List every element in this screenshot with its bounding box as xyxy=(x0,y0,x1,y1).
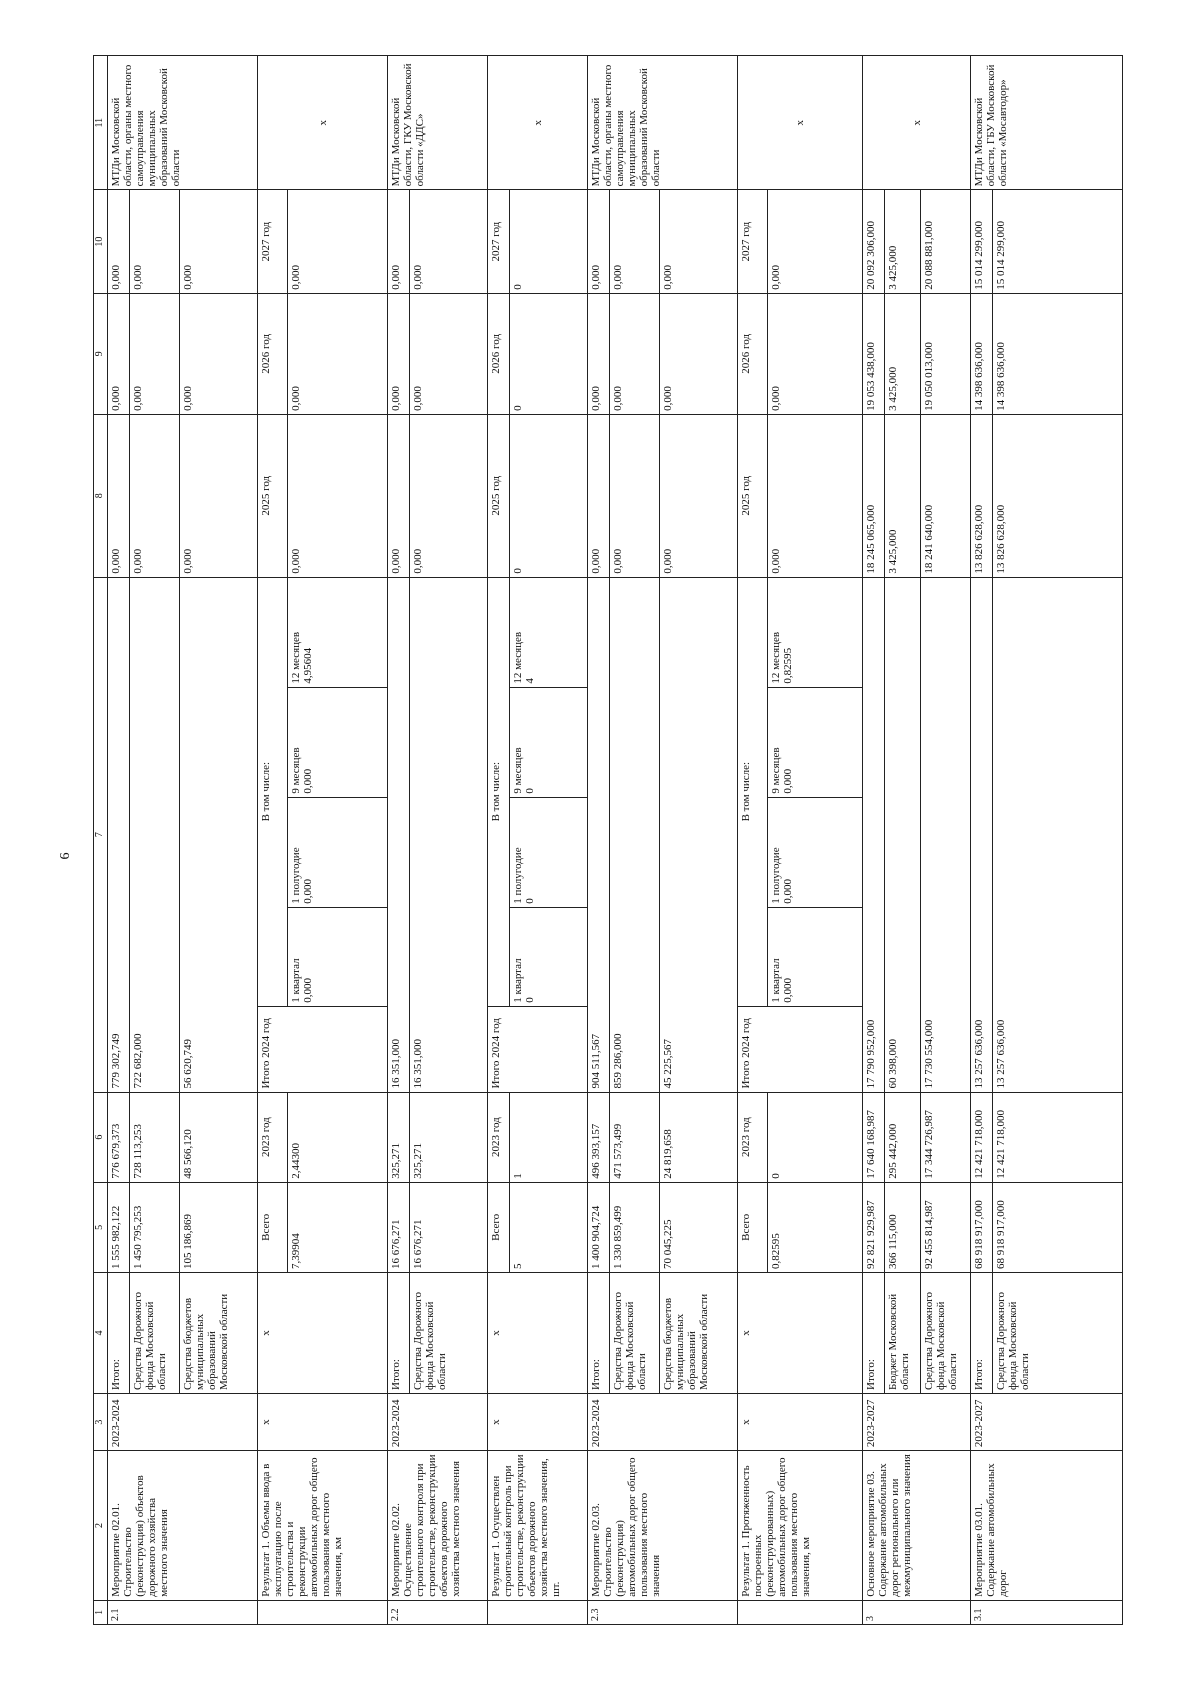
program-table xyxy=(93,55,1123,1625)
year-2024-value: 60 398,000 xyxy=(885,577,921,1092)
quarter-cell xyxy=(288,687,388,797)
col-header: 11 xyxy=(94,56,108,190)
result-header: 2025 год xyxy=(258,414,288,577)
activity-period: 2023-2024 xyxy=(388,1393,488,1450)
year-2024-value: 779 302,749 xyxy=(108,577,130,1092)
table-row xyxy=(993,56,1123,1625)
year-2027-value: 0,000 xyxy=(660,190,738,293)
result-header: 2026 год xyxy=(258,293,288,414)
quarter-label: 1 квартал xyxy=(770,958,782,1003)
quarter-label: 1 квартал xyxy=(512,958,524,1003)
result-value: 0,000 xyxy=(302,977,314,1003)
result-value: 0 xyxy=(524,898,536,904)
total-value: 68 918 917,000 xyxy=(993,1182,1123,1272)
year-2024-value: 17 790 952,000 xyxy=(863,577,885,1092)
col-header: 10 xyxy=(94,190,108,293)
col-header: 1 xyxy=(94,1600,108,1624)
result-row xyxy=(488,56,510,1625)
result-header: 2025 год xyxy=(488,414,510,577)
result-header: Итого 2024 год xyxy=(490,1018,502,1089)
quarter-group-header: В том числе: xyxy=(488,577,510,1006)
col-header: 9 xyxy=(94,293,108,414)
row-number: 2.3 xyxy=(588,1600,738,1624)
year-2027-value: 0,000 xyxy=(108,190,130,293)
year-2027-value: 0,000 xyxy=(130,190,180,293)
result-header: Всего xyxy=(488,1182,510,1272)
quarter-cell xyxy=(768,797,863,907)
quarter-label: 9 месяцев xyxy=(770,747,782,794)
total-value: 1 555 982,122 xyxy=(108,1182,130,1272)
result-row xyxy=(258,56,288,1625)
funding-source: Средства Дорожного фонда Московской области xyxy=(921,1272,971,1393)
total-value: 1 330 859,499 xyxy=(610,1182,660,1272)
funding-source: Итого: xyxy=(108,1272,130,1393)
col-header: 5 xyxy=(94,1182,108,1272)
table-row xyxy=(610,56,660,1625)
year-2026-value: 3 425,000 xyxy=(885,293,921,414)
result-name: Результат 1. Протяженность построенных (реконструированных) автомобильных дорог общего пользования местного значения, км xyxy=(738,1451,863,1601)
funding-source: Итого: xyxy=(388,1272,410,1393)
x-mark: x xyxy=(258,1393,388,1450)
result-header: 2027 год xyxy=(738,190,768,293)
quarter-label: 1 полугодие xyxy=(290,847,302,904)
header-row xyxy=(94,56,108,1625)
year-2023-value: 728 113,253 xyxy=(130,1092,180,1182)
executor: МТДи Московской области, органы местного самоуправления муниципальных образований Московской области xyxy=(588,56,738,190)
year-2024-value: 17 730 554,000 xyxy=(921,577,971,1092)
year-2026-value: 0,000 xyxy=(610,293,660,414)
result-value: 5 xyxy=(510,1182,588,1272)
col-header: 8 xyxy=(94,414,108,577)
result-header: 2026 год xyxy=(488,293,510,414)
quarter-cell xyxy=(768,687,863,797)
result-value: 0 xyxy=(510,190,588,293)
executor: МТДи Московской области, ГБУ Московской области «Мосавтодор» xyxy=(971,56,1123,190)
year-2026-value: 19 050 013,000 xyxy=(921,293,971,414)
row-number xyxy=(738,1600,863,1624)
quarter-group-header: В том числе: xyxy=(738,577,768,1006)
row-number xyxy=(258,1600,388,1624)
row-number xyxy=(488,1600,588,1624)
itogo-2024-cell xyxy=(258,1006,388,1092)
result-value: 0,000 xyxy=(288,293,388,414)
total-value: 16 676,271 xyxy=(410,1182,488,1272)
year-2027-value: 0,000 xyxy=(388,190,410,293)
result-value: 0,000 xyxy=(302,768,314,794)
executor: МТДи Московской области, органы местного самоуправления муниципальных образований Московской области xyxy=(108,56,258,190)
year-2025-value: 0,000 xyxy=(610,414,660,577)
x-mark: x xyxy=(258,56,388,190)
year-2023-value: 17 344 726,987 xyxy=(921,1092,971,1182)
year-2024-value: 16 351,000 xyxy=(388,577,410,1092)
result-value: 0,000 xyxy=(782,878,794,904)
activity-name: Мероприятие 02.03. Строительство (реконструкция) автомобильных дорог общего пользования местного значения xyxy=(588,1451,738,1601)
year-2025-value: 13 826 628,000 xyxy=(971,414,993,577)
year-2024-value: 56 620,749 xyxy=(180,577,258,1092)
year-2023-value: 24 819,658 xyxy=(660,1092,738,1182)
result-value: 2,44300 xyxy=(288,1092,388,1182)
activity-name: Мероприятие 03.01. Содержание автомобильных дорог xyxy=(971,1451,1123,1601)
year-2026-value: 0,000 xyxy=(180,293,258,414)
result-value: 0 xyxy=(524,788,536,794)
year-2025-value: 0,000 xyxy=(130,414,180,577)
result-value: 0 xyxy=(510,293,588,414)
year-2025-value: 0,000 xyxy=(410,414,488,577)
quarter-label: 9 месяцев xyxy=(512,747,524,794)
result-value: 1 xyxy=(510,1092,588,1182)
quarter-cell xyxy=(510,577,588,687)
col-header: 7 xyxy=(94,577,108,1092)
activity-name: Мероприятие 02.02. Осуществление строительного контроля при строительстве, реконструкции объектов дорожного хозяйства местного значения xyxy=(388,1451,488,1601)
result-value: 0 xyxy=(768,1092,863,1182)
x-mark: x xyxy=(738,56,863,190)
quarter-cell xyxy=(288,907,388,1006)
funding-source: Средства Дорожного фонда Московской области xyxy=(410,1272,488,1393)
result-value: 0,000 xyxy=(768,190,863,293)
total-value: 92 455 814,987 xyxy=(921,1182,971,1272)
page-number: 6 xyxy=(58,852,73,860)
quarter-cell xyxy=(510,687,588,797)
year-2027-value: 0,000 xyxy=(588,190,610,293)
quarter-cell xyxy=(510,797,588,907)
result-value: 0,000 xyxy=(782,768,794,794)
year-2024-value: 45 225,567 xyxy=(660,577,738,1092)
result-name: Результат 1. Осуществлен строительный контроль при строительстве, реконструкции объектов дорожного хозяйства местного значения, шт. xyxy=(488,1451,588,1601)
year-2025-value: 0,000 xyxy=(108,414,130,577)
year-2026-value: 0,000 xyxy=(410,293,488,414)
year-2023-value: 12 421 718,000 xyxy=(971,1092,993,1182)
quarter-label: 9 месяцев xyxy=(290,747,302,794)
quarter-label: 12 месяцев xyxy=(290,631,302,684)
result-header: Итого 2024 год xyxy=(260,1018,272,1089)
year-2025-value: 0,000 xyxy=(180,414,258,577)
total-value: 92 821 929,987 xyxy=(863,1182,885,1272)
result-value: 0,000 xyxy=(288,414,388,577)
result-value: 0,000 xyxy=(302,878,314,904)
activity-name: Основное мероприятие 03. Содержание автомобильных дорог регионального или межмуниципального значения xyxy=(863,1451,971,1601)
x-mark: x xyxy=(738,1272,863,1393)
year-2027-value: 15 014 299,000 xyxy=(993,190,1123,293)
result-header: Всего xyxy=(258,1182,288,1272)
table-row xyxy=(180,56,258,1625)
year-2023-value: 325,271 xyxy=(410,1092,488,1182)
result-header: 2027 год xyxy=(488,190,510,293)
year-2025-value: 0,000 xyxy=(588,414,610,577)
year-2025-value: 18 241 640,000 xyxy=(921,414,971,577)
year-2025-value: 18 245 065,000 xyxy=(863,414,885,577)
year-2023-value: 496 393,157 xyxy=(588,1092,610,1182)
executor: x xyxy=(863,56,971,190)
total-value: 105 186,869 xyxy=(180,1182,258,1272)
table-row xyxy=(885,56,921,1625)
total-value: 68 918 917,000 xyxy=(971,1182,993,1272)
result-header: Итого 2024 год xyxy=(740,1018,752,1089)
total-value: 16 676,271 xyxy=(388,1182,410,1272)
year-2027-value: 3 425,000 xyxy=(885,190,921,293)
row-number: 2.1 xyxy=(108,1600,258,1624)
year-2023-value: 17 640 168,987 xyxy=(863,1092,885,1182)
col-header: 3 xyxy=(94,1393,108,1450)
col-header: 6 xyxy=(94,1092,108,1182)
table-row xyxy=(921,56,971,1625)
x-mark: x xyxy=(488,1393,588,1450)
funding-source: Средства Дорожного фонда Московской области xyxy=(993,1272,1123,1393)
result-value: 0,82595 xyxy=(768,1182,863,1272)
year-2025-value: 0,000 xyxy=(660,414,738,577)
funding-source: Итого: xyxy=(588,1272,610,1393)
quarter-cell xyxy=(768,907,863,1006)
quarter-label: 1 квартал xyxy=(290,958,302,1003)
result-header: Всего xyxy=(738,1182,768,1272)
result-header: 2023 год xyxy=(258,1092,288,1182)
col-header: 4 xyxy=(94,1272,108,1393)
table-row xyxy=(863,56,885,1625)
program-table-rotated xyxy=(93,55,1123,1625)
year-2024-value: 722 682,000 xyxy=(130,577,180,1092)
year-2025-value: 13 826 628,000 xyxy=(993,414,1123,577)
activity-period: 2023-2024 xyxy=(588,1393,738,1450)
table-row xyxy=(660,56,738,1625)
funding-source: Итого: xyxy=(863,1272,885,1393)
activity-period: 2023-2024 xyxy=(108,1393,258,1450)
year-2023-value: 325,271 xyxy=(388,1092,410,1182)
x-mark: x xyxy=(488,1272,588,1393)
year-2027-value: 20 088 881,000 xyxy=(921,190,971,293)
table-row xyxy=(588,56,610,1625)
quarter-cell xyxy=(768,577,863,687)
year-2026-value: 0,000 xyxy=(130,293,180,414)
year-2026-value: 0,000 xyxy=(108,293,130,414)
year-2024-value: 904 511,567 xyxy=(588,577,610,1092)
year-2026-value: 14 398 636,000 xyxy=(971,293,993,414)
col-header: 2 xyxy=(94,1451,108,1601)
funding-source: Бюджет Московской области xyxy=(885,1272,921,1393)
table-row xyxy=(410,56,488,1625)
x-mark: x xyxy=(738,1393,863,1450)
result-value: 0 xyxy=(524,997,536,1003)
result-value: 0 xyxy=(510,414,588,577)
result-value: 7,39904 xyxy=(288,1182,388,1272)
quarter-label: 1 полугодие xyxy=(770,847,782,904)
year-2027-value: 20 092 306,000 xyxy=(863,190,885,293)
year-2024-value: 16 351,000 xyxy=(410,577,488,1092)
x-mark: x xyxy=(488,56,588,190)
quarter-label: 1 полугодие xyxy=(512,847,524,904)
funding-source: Средства Дорожного фонда Московской области xyxy=(130,1272,180,1393)
year-2027-value: 0,000 xyxy=(180,190,258,293)
result-row xyxy=(738,56,768,1625)
itogo-2024-cell xyxy=(738,1006,863,1092)
result-header: 2026 год xyxy=(738,293,768,414)
result-header: 2027 год xyxy=(258,190,288,293)
quarter-cell xyxy=(288,577,388,687)
result-value: 0,82595 xyxy=(782,647,794,684)
result-value: 0,000 xyxy=(768,414,863,577)
row-number: 2.2 xyxy=(388,1600,488,1624)
quarter-label: 12 месяцев xyxy=(512,631,524,684)
row-number: 3 xyxy=(863,1600,971,1624)
year-2024-value: 13 257 636,000 xyxy=(993,577,1123,1092)
result-header: 2023 год xyxy=(488,1092,510,1182)
executor: МТДи Московской области, ГКУ Московской области «ДДС» xyxy=(388,56,488,190)
table-row xyxy=(130,56,180,1625)
quarter-cell xyxy=(510,907,588,1006)
year-2023-value: 48 566,120 xyxy=(180,1092,258,1182)
year-2026-value: 19 053 438,000 xyxy=(863,293,885,414)
table-row xyxy=(388,56,410,1625)
year-2026-value: 0,000 xyxy=(588,293,610,414)
result-value: 0,000 xyxy=(288,190,388,293)
funding-source: Итого: xyxy=(971,1272,993,1393)
total-value: 1 450 795,253 xyxy=(130,1182,180,1272)
total-value: 70 045,225 xyxy=(660,1182,738,1272)
result-value: 0,000 xyxy=(768,293,863,414)
funding-source: Средства бюджетов муниципальных образований Московской области xyxy=(180,1272,258,1393)
year-2025-value: 0,000 xyxy=(388,414,410,577)
table-row xyxy=(971,56,993,1625)
activity-period: 2023-2027 xyxy=(863,1393,971,1450)
x-mark: x xyxy=(258,1272,388,1393)
activity-name: Мероприятие 02.01. Строительство (реконструкция) объектов дорожного хозяйства местного значения xyxy=(108,1451,258,1601)
result-name: Результат 1. Объемы ввода в эксплуатацию после строительства и реконструкции автомобильных дорог общего пользования местного значения, км xyxy=(258,1451,388,1601)
result-value: 4 xyxy=(524,678,536,684)
result-header: 2025 год xyxy=(738,414,768,577)
year-2027-value: 15 014 299,000 xyxy=(971,190,993,293)
year-2026-value: 0,000 xyxy=(388,293,410,414)
itogo-2024-cell xyxy=(488,1006,588,1092)
result-value: 0,000 xyxy=(782,977,794,1003)
activity-period: 2023-2027 xyxy=(971,1393,1123,1450)
quarter-label: 12 месяцев xyxy=(770,631,782,684)
funding-source: Средства бюджетов муниципальных образований Московской области xyxy=(660,1272,738,1393)
year-2026-value: 0,000 xyxy=(660,293,738,414)
quarter-cell xyxy=(288,797,388,907)
year-2023-value: 776 679,373 xyxy=(108,1092,130,1182)
result-header: 2023 год xyxy=(738,1092,768,1182)
year-2024-value: 13 257 636,000 xyxy=(971,577,993,1092)
row-number: 3.1 xyxy=(971,1600,1123,1624)
year-2027-value: 0,000 xyxy=(610,190,660,293)
year-2023-value: 12 421 718,000 xyxy=(993,1092,1123,1182)
funding-source: Средства Дорожного фонда Московской области xyxy=(610,1272,660,1393)
result-value: 4,95604 xyxy=(302,647,314,684)
year-2026-value: 14 398 636,000 xyxy=(993,293,1123,414)
year-2023-value: 471 573,499 xyxy=(610,1092,660,1182)
total-value: 1 400 904,724 xyxy=(588,1182,610,1272)
year-2024-value: 859 286,000 xyxy=(610,577,660,1092)
year-2025-value: 3 425,000 xyxy=(885,414,921,577)
table-row xyxy=(108,56,130,1625)
quarter-group-header: В том числе: xyxy=(258,577,288,1006)
year-2027-value: 0,000 xyxy=(410,190,488,293)
year-2023-value: 295 442,000 xyxy=(885,1092,921,1182)
total-value: 366 115,000 xyxy=(885,1182,921,1272)
